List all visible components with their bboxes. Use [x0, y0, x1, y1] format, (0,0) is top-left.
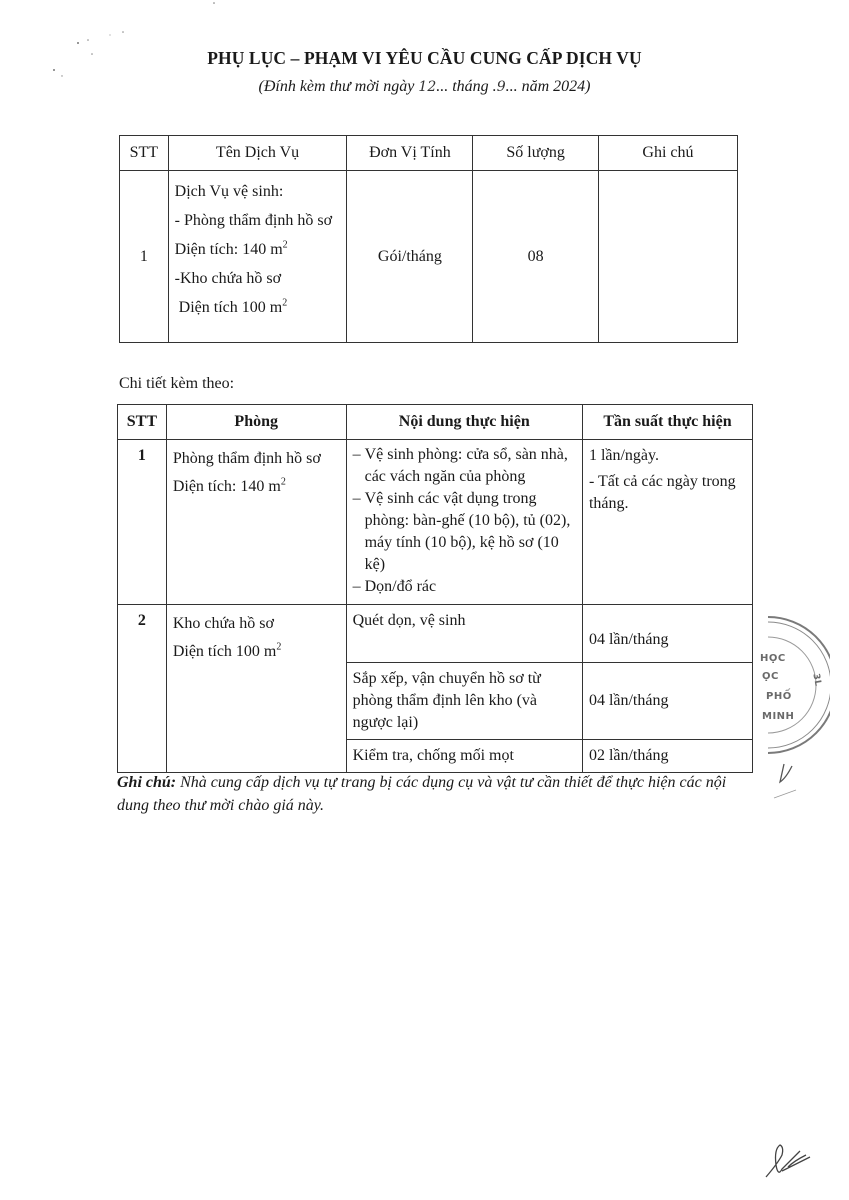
content-item: – Vệ sinh các vật dụng trong phòng: bàn-ghế (10 bộ), tủ (02), máy tính (10 bộ), kệ hồ sơ (10 kệ) [352, 490, 571, 573]
stamp-text-line: MINH [762, 711, 795, 722]
detail-table-header [118, 405, 753, 440]
room-name: Phòng thẩm định hồ sơ [172, 450, 321, 467]
header-service-name: Tên Dịch Vụ [168, 136, 347, 171]
header-unit: Đơn Vị Tính [347, 136, 473, 171]
service-table-header [120, 136, 738, 171]
table-row [118, 605, 753, 663]
quantity-cell: 08 [473, 171, 599, 343]
header-room: Phòng [166, 405, 346, 440]
row-stt: 2 [118, 605, 167, 773]
row-stt: 1 [118, 440, 167, 605]
subtitle-prefix: (Đính kèm thư mời ngày [258, 78, 419, 95]
content-item: – Vệ sinh phòng: cửa sổ, sàn nhà, các vách ngăn của phòng [352, 446, 568, 485]
frequency-line: 1 lần/ngày. [588, 447, 659, 464]
room-cell [166, 605, 346, 773]
note-cell [598, 171, 737, 343]
row-stt: 1 [120, 171, 169, 343]
header-note: Ghi chú [598, 136, 737, 171]
detail-label: Chi tiết kèm theo: [119, 375, 235, 392]
task-content: Quét dọn, vệ sinh [346, 605, 582, 663]
frequency-line: - Tất cả các ngày trong tháng. [588, 473, 736, 512]
task-frequency: 04 lần/tháng [582, 605, 752, 663]
header-stt: STT [120, 136, 169, 171]
footnote-text: Nhà cung cấp dịch vụ tự trang bị các dụng cụ và vật tư cần thiết để thực hiện các nội dung theo thư mời chào giá này. [117, 774, 727, 814]
page-title: PHỤ LỤC – PHẠM VI YÊU CẦU CUNG CẤP DỊCH VỤ [207, 48, 642, 68]
service-name-line: Dịch Vụ vệ sinh: [174, 183, 284, 200]
stamp-side-mark: 3L [810, 672, 823, 688]
stamp-text-line: HỌC [760, 653, 786, 664]
official-stamp [700, 615, 830, 755]
room-cell [166, 440, 346, 605]
handwritten-day: 12 [418, 79, 437, 95]
service-area-line: Diện tích: 140 $m^2$ [174, 239, 288, 258]
footnote-label: Ghi chú: [117, 774, 177, 791]
table-row [118, 440, 753, 605]
table-row [120, 171, 738, 343]
handwritten-month: 9 [496, 79, 506, 95]
header-quantity: Số lượng [473, 136, 599, 171]
header-stt: STT [118, 405, 167, 440]
stamp-ring-icon [700, 615, 830, 755]
content-cell [346, 440, 582, 605]
room-area: Diện tích: 140 $m^2$ [172, 476, 286, 495]
service-table [119, 135, 738, 343]
room-area: Diện tích 100 $m^2$ [172, 641, 282, 660]
stamp-text-line: ỌC [762, 671, 779, 682]
task-content: Sắp xếp, vận chuyển hồ sơ từ phòng thẩm định lên kho (và ngược lại) [346, 663, 582, 740]
page-subtitle [0, 78, 849, 96]
service-name-cell [168, 171, 347, 343]
detail-table [117, 404, 753, 773]
header-frequency: Tần suất thực hiện [582, 405, 752, 440]
task-frequency: 02 lần/tháng [582, 740, 752, 773]
subtitle-suffix: ... năm 2024) [505, 78, 591, 95]
header-content: Nội dung thực hiện [346, 405, 582, 440]
service-area-line: Diện tích 100 $m^2$ [174, 297, 288, 316]
content-item: – Dọn/đổ rác [352, 578, 437, 595]
unit-cell: Gói/tháng [347, 171, 473, 343]
footnote [117, 771, 757, 817]
initial-mark-icon [770, 752, 820, 802]
stamp-text-line: PHỐ [766, 691, 792, 702]
room-name: Kho chứa hồ sơ [172, 615, 274, 632]
task-content: Kiểm tra, chống mối mọt [346, 740, 582, 773]
task-frequency: 04 lần/tháng [582, 663, 752, 740]
frequency-cell [582, 440, 752, 605]
signature-icon [760, 1135, 830, 1185]
service-name-line: - Phòng thẩm định hồ sơ [174, 212, 333, 229]
service-name-line: -Kho chứa hồ sơ [174, 270, 282, 287]
subtitle-mid: ... tháng . [436, 78, 497, 95]
